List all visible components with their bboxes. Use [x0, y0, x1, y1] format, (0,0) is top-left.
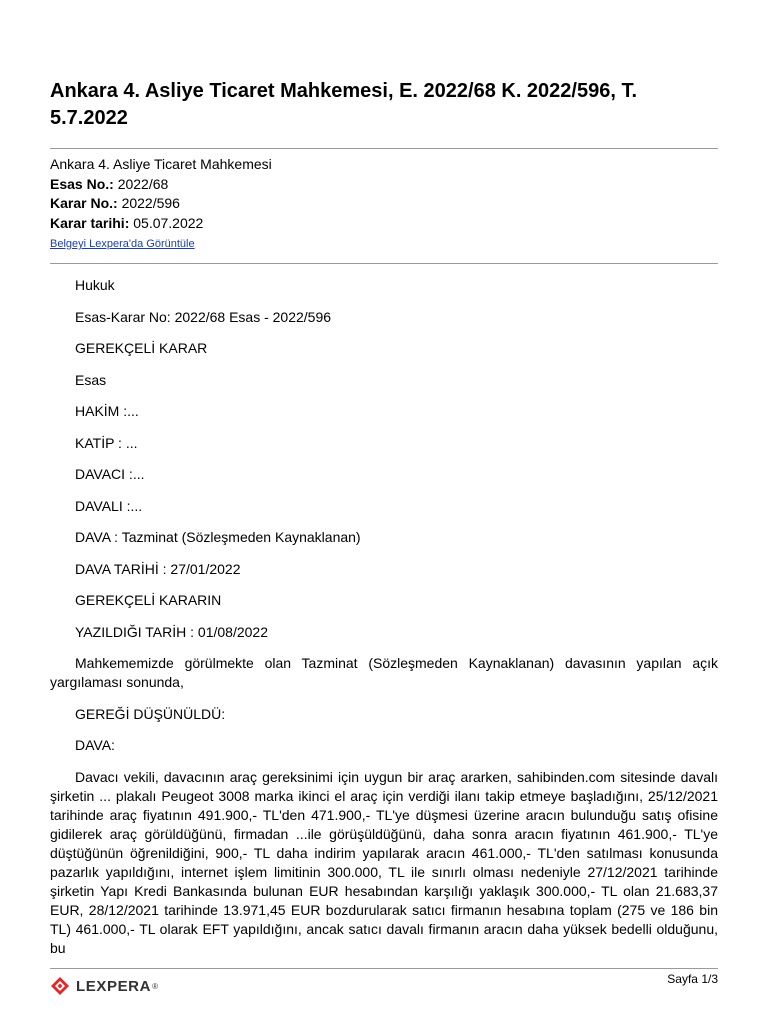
esas-label: Esas No.: [50, 175, 114, 192]
body-paragraph: DAVA: [75, 737, 115, 753]
body-paragraph: DAVALI :... [75, 497, 143, 514]
body-paragraph: YAZILDIĞI TARİH : 01/08/2022 [75, 623, 268, 640]
lexpera-logo [50, 975, 158, 997]
karar-row [50, 194, 272, 214]
tarih-label: Karar tarihi: [50, 214, 130, 231]
court-name: Ankara 4. Asliye Ticaret Mahkemesi [50, 156, 272, 172]
body-paragraph: GEREKÇELİ KARAR [75, 340, 208, 356]
esas-value: 2022/68 [117, 175, 169, 192]
body-paragraph: Hukuk [75, 277, 115, 293]
view-in-lexpera-link[interactable]: Belgeyi Lexpera'da Görüntüle [50, 238, 195, 250]
body-paragraph: Mahkememizde görülmekte olan Tazminat (Sözleşmeden Kaynaklanan) davasının yapılan açık yargılaması sonunda, [50, 655, 718, 690]
title-divider [50, 148, 718, 149]
body-paragraph: DAVA : Tazminat (Sözleşmeden Kaynaklanan) [75, 529, 361, 545]
document-body [50, 276, 718, 970]
tarih-value: 05.07.2022 [133, 214, 204, 231]
body-paragraph: GEREKÇELİ KARARIN [75, 592, 222, 608]
document-title: Ankara 4. Asliye Ticaret Mahkemesi, E. 2022/68 K. 2022/596, T. 5.7.2022 [50, 80, 638, 129]
body-paragraph: GEREĞİ DÜŞÜNÜLDÜ: [75, 705, 226, 722]
logo-registered-mark: ® [152, 981, 158, 991]
document-meta [50, 155, 272, 253]
esas-row [50, 175, 272, 195]
karar-label: Karar No.: [50, 195, 118, 211]
body-paragraph: KATİP : ... [75, 434, 138, 451]
body-paragraph: Davacı vekili, davacının araç gereksinimi için uygun bir araç ararken, sahibinden.com sitesinde davalı şirketin ... plakalı Peugeot 3008 marka ikinci el araç için verdiği ilanı takip etmeye başladığını, 25/12/2021 tarihinde araç fiyatının 491.900,- TL'den 471.900,- TL'ye düşmesi üzerine aracın bulunduğu satış ofisine gidilerek araç görüldüğünü, firmadan ...ile görüşüldüğünü, daha sonra aracın fiyatının 461.900,- TL'ye düştüğünün öğrenildiğini, 900,- TL daha indirim yapılarak aracın 461.000,- TL'den satılması konusunda pazarlık yapıldığını, internet işlem limitinin 300.000, TL ile sınırlı olması nedeniyle 27/12/2021 tarihinde şirketin Yapı Kredi Bankasında bulunan EUR hesabından karşılığı yaklaşık 300.000,- TL olan 21.683,37 EUR, 28/12/2021 tarihinde 13.971,45 EUR bozdurularak satıcı firmanın hesabına toplam (275 ve 186 bin TL) 461.000,- TL olarak EFT yapıldığını, ancak satıcı davalı firmanın aracın daha yüksek bedelli olduğunu, bu [50, 768, 718, 956]
karar-value: 2022/596 [121, 195, 180, 211]
tarih-row [50, 214, 272, 234]
body-paragraph: Esas-Karar No: 2022/68 Esas - 2022/596 [75, 308, 332, 325]
body-paragraph: Esas [75, 371, 107, 388]
body-paragraph: DAVA TARİHİ : 27/01/2022 [75, 560, 241, 577]
page-number: Sayfa 1/3 [667, 972, 718, 986]
body-paragraph: DAVACI :... [75, 466, 145, 482]
body-paragraph: HAKİM :... [75, 403, 139, 419]
meta-divider [50, 263, 718, 264]
logo-wordmark: LEXPERA [76, 977, 152, 995]
lexpera-diamond-icon [50, 976, 70, 996]
footer-divider [50, 968, 718, 969]
